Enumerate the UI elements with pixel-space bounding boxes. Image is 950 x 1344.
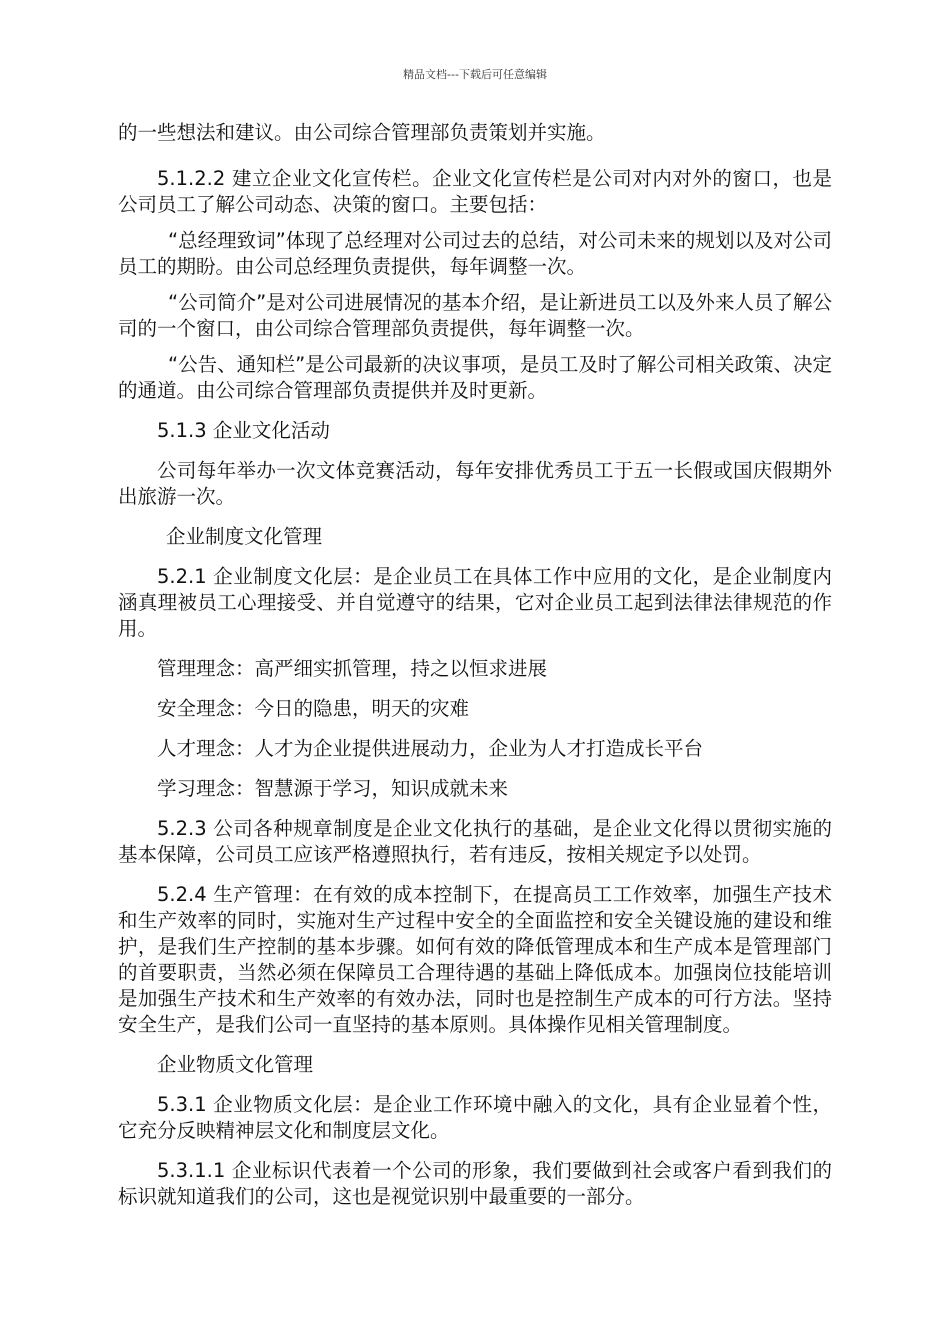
paragraph: “总经理致词”体现了总经理对公司过去的总结，对公司未来的规划以及对公司员工的期盼。由公司总经理负责提供，每年调整一次。 (118, 229, 832, 278)
paragraph: 5.2.4 生产管理：在有效的成本控制下，在提高员工工作效率，加强生产技术和生产效率的同时，实施对生产过程中安全的全面监控和安全关键设施的建设和维护，是我们生产控制的基本步骤。如何有效的降低管理成本和生产成本是管理部门的首要职责，当然必须在保障员工合理待遇的基础上降低成本。加强岗位技能培训是加强生产技术和生产效率的有效办法，同时也是控制生产成本的可行方法。坚持安全生产，是我们公司一直坚持的基本原则。具体操作见相关管理制度。 (118, 883, 832, 1036)
paragraph: 5.2.3 公司各种规章制度是企业文化执行的基础，是企业文化得以贯彻实施的基本保障，公司员工应该严格遵照执行，若有违反，按相关规定予以处罚。 (118, 817, 832, 866)
paragraph: 5.3.1 企业物质文化层：是企业工作环境中融入的文化，具有企业显着个性，它充分反映精神层文化和制度层文化。 (118, 1093, 832, 1142)
section-heading: 企业物质文化管理 (157, 1053, 314, 1076)
paragraph: “公司简介”是对公司进展情况的基本介绍，是让新进员工以及外来人员了解公司的一个窗口，由公司综合管理部负责提供，每年调整一次。 (118, 291, 832, 340)
section-heading: 企业制度文化管理 (166, 525, 323, 548)
page-header: 精品文档---下载后可任意编辑 (403, 68, 547, 81)
concept-line: 管理理念：高严细实抓管理，持之以恒求进展 (157, 657, 548, 680)
paragraph: 5.3.1.1 企业标识代表着一个公司的形象，我们要做到社会或客户看到我们的标识就知道我们的公司，这也是视觉识别中最重要的一部分。 (118, 1159, 832, 1208)
section-heading: 5.1.3 企业文化活动 (157, 419, 330, 442)
concept-line: 人才理念：人才为企业提供进展动力，企业为人才打造成长平台 (157, 737, 704, 760)
concept-line: 学习理念：智慧源于学习，知识成就未来 (157, 777, 509, 800)
document-body (118, 120, 832, 1210)
paragraph: 公司每年举办一次文体竞赛活动，每年安排优秀员工于五一长假或国庆假期外出旅游一次。 (118, 459, 832, 508)
paragraph: 5.2.1 企业制度文化层：是企业员工在具体工作中应用的文化，是企业制度内涵真理被员工心理接受、并自觉遵守的结果，它对企业员工起到法律法律规范的作用。 (118, 565, 832, 640)
concept-line: 安全理念：今日的隐患，明天的灾难 (157, 697, 470, 720)
paragraph: 的一些想法和建议。由公司综合管理部负责策划并实施。 (118, 121, 606, 144)
paragraph: “公告、通知栏”是公司最新的决议事项，是员工及时了解公司相关政策、决定的通道。由公司综合管理部负责提供并及时更新。 (118, 353, 832, 402)
paragraph: 5.1.2.2 建立企业文化宣传栏。企业文化宣传栏是公司对内对外的窗口，也是公司员工了解公司动态、决策的窗口。主要包括： (118, 167, 832, 216)
